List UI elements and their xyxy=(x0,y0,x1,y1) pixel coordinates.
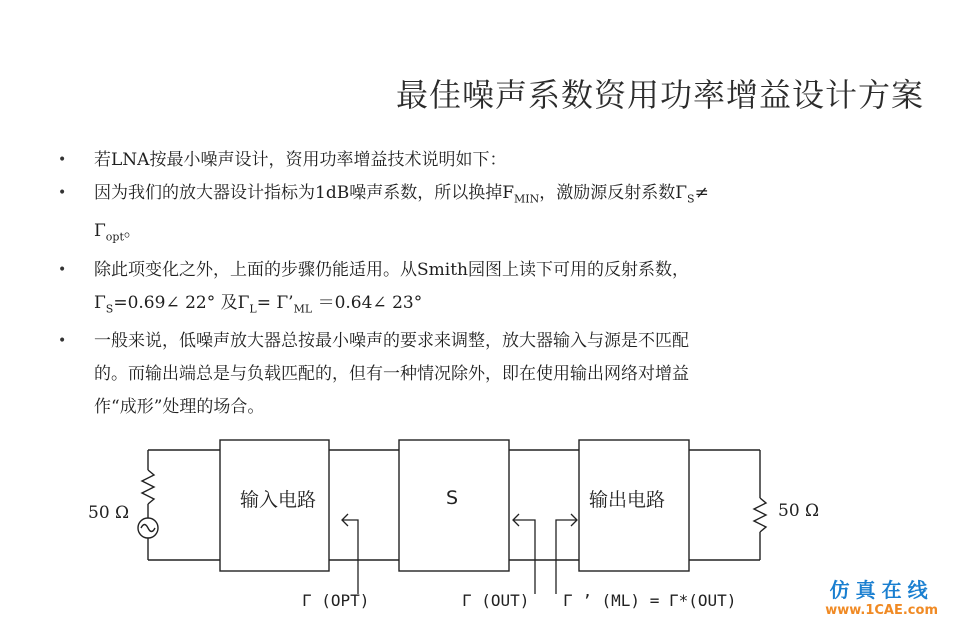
bullet-dot-icon: • xyxy=(58,333,67,350)
bullet-item-1 xyxy=(58,144,878,177)
input-circuit-label: 输入电路 xyxy=(240,489,317,511)
gamma-ml-arrow xyxy=(556,520,577,594)
watermark-logo xyxy=(825,574,938,618)
watermark-url: www.1CAE.com xyxy=(825,603,938,618)
bullet-text: 一般来说，低噪声放大器总按最小噪声的要求来调整，放大器输入与源是不匹配 xyxy=(94,331,689,352)
gamma-out-label: Γ (OUT) xyxy=(462,591,530,610)
bullet-text: 因为我们的放大器设计指标为1dB噪声系数，所以换掉$F_{MIN}$，激励源反射系数$\Gamma_S\ne$ xyxy=(94,183,709,206)
bullet-item-3 xyxy=(58,254,878,325)
bullet-text: 作“成形”处理的场合。 xyxy=(94,397,265,418)
output-circuit-label: 输出电路 xyxy=(589,489,666,511)
bullet-dot-icon: • xyxy=(58,185,67,201)
bullet-item-4 xyxy=(58,325,878,424)
bullet-text: $\Gamma_{opt}$。 xyxy=(94,221,141,244)
load-impedance-label: 50 Ω xyxy=(778,501,820,521)
bullet-list xyxy=(58,144,878,424)
bullet-text: 除此项变化之外，上面的步骤仍能适用。从Smith园图上读下可用的反射系数， xyxy=(94,259,689,280)
bullet-text: 的。而输出端总是与负载匹配的，但有一种情况除外，即在使用输出网络对增益 xyxy=(94,364,689,385)
page-title: 最佳噪声系数资用功率增益设计方案 xyxy=(395,76,924,114)
gamma-out-arrow xyxy=(513,520,535,594)
source-impedance-label: 50 Ω xyxy=(88,503,130,523)
gamma-opt-arrow xyxy=(342,520,358,594)
bullet-text: 若LNA按最小噪声设计，资用功率增益技术说明如下： xyxy=(94,150,507,170)
load-resistor-icon xyxy=(754,498,766,532)
gamma-opt-label: Γ (OPT) xyxy=(302,591,370,610)
s-label: S xyxy=(446,487,459,509)
bullet-text: $\Gamma_S=0.69\angle$ 22° 及$\Gamma_L=$ $\Gamma’_{ML}$ ＝0.64∠ 23° xyxy=(94,292,423,316)
watermark-text: 仿真在线 xyxy=(829,578,934,602)
bullet-item-2 xyxy=(58,177,878,254)
bullet-dot-icon: • xyxy=(58,261,67,278)
source-resistor-icon xyxy=(142,470,154,504)
amplifier-block-diagram xyxy=(0,420,960,628)
gamma-ml-label: Γ ’ (ML) = Γ*(OUT) xyxy=(563,591,737,610)
bullet-dot-icon: • xyxy=(58,152,67,168)
